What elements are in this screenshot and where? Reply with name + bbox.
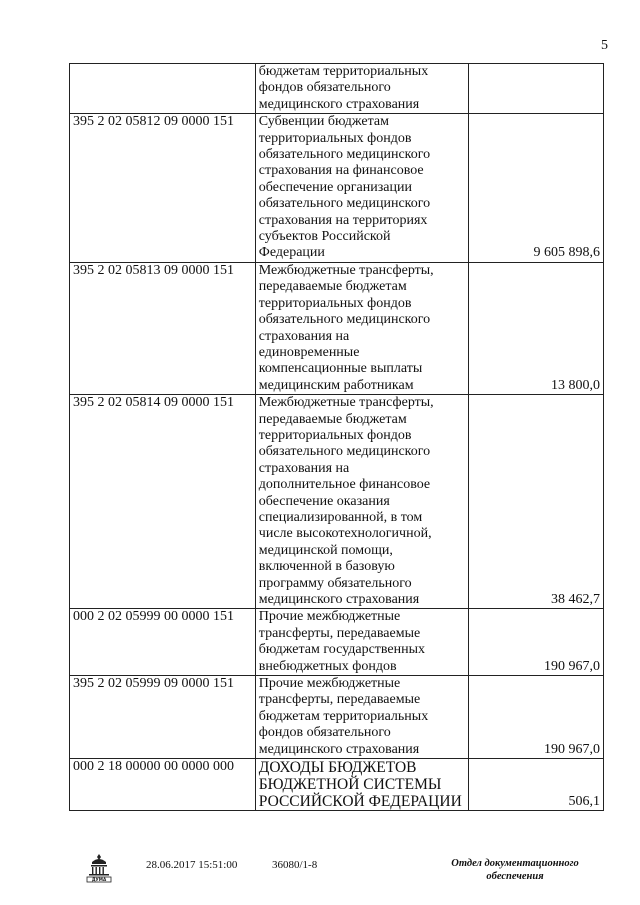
income-name-line: программу обязательного: [258, 575, 412, 591]
income-name-line: обязательного медицинского: [258, 147, 431, 163]
income-name-line: страхования на: [258, 328, 350, 344]
budget-code-cell: 395 2 02 05814 09 0000 151: [70, 395, 256, 609]
income-name-line: территориальных фондов: [258, 130, 412, 146]
income-name-line: Прочие межбюджетные: [258, 676, 401, 692]
income-name-line: числе высокотехнологичной,: [258, 526, 432, 542]
income-name-cell: [255, 759, 468, 811]
income-name-line: обеспечение организации: [258, 179, 412, 195]
income-name-line: передаваемые бюджетам: [258, 411, 407, 427]
amount-cell: 13 800,0: [468, 262, 603, 394]
amount-cell: 9 605 898,6: [468, 114, 603, 263]
income-name-line: бюджетам территориальных: [258, 708, 429, 724]
income-name-line: включенной в базовую: [258, 559, 395, 575]
budget-code-cell: 395 2 02 05999 09 0000 151: [70, 676, 256, 759]
income-name-line: бюджетам государственных: [258, 642, 426, 658]
budget-code-cell: 395 2 02 05812 09 0000 151: [70, 114, 256, 263]
income-name-line: медицинского страхования: [258, 592, 420, 607]
income-name-line: Федерации: [258, 245, 325, 261]
amount-cell: 190 967,0: [468, 609, 603, 676]
income-name-line: компенсационные выплаты: [258, 361, 423, 377]
budget-code-cell: 395 2 02 05813 09 0000 151: [70, 262, 256, 394]
logo-text: ДУМА: [91, 877, 107, 883]
income-name-line: БЮДЖЕТНОЙ СИСТЕМЫ: [258, 776, 442, 794]
budget-table: [69, 63, 604, 811]
table-row: [70, 64, 604, 114]
table-row: [70, 609, 604, 676]
budget-code-cell: [70, 64, 256, 114]
income-name-cell: [255, 609, 468, 676]
income-name-line: Субвенции бюджетам: [258, 114, 389, 130]
table-row: [70, 114, 604, 263]
income-name-line: медицинского страхования: [258, 741, 420, 757]
income-name-cell: [255, 64, 468, 114]
income-name-line: обеспечение оказания: [258, 493, 390, 509]
duma-logo-icon: [86, 853, 112, 883]
income-name-line: единовременные: [258, 344, 360, 360]
print-timestamp: 28.06.2017 15:51:00: [146, 859, 238, 871]
income-name-line: обязательного медицинского: [258, 196, 431, 212]
income-name-line: страхования на территориях: [258, 212, 428, 228]
income-name-line: страхования на финансовое: [258, 163, 424, 179]
department-stamp: [440, 857, 590, 883]
income-name-line: трансферты, передаваемые: [258, 692, 421, 708]
income-name-line: внебюджетных фондов: [258, 658, 397, 674]
income-name-line: РОССИЙСКОЙ ФЕДЕРАЦИИ: [258, 793, 462, 811]
income-name-cell: [255, 262, 468, 394]
table-row: [70, 759, 604, 811]
income-name-cell: [255, 395, 468, 609]
amount-cell: 190 967,0: [468, 676, 603, 759]
amount-cell: 38 462,7: [468, 395, 603, 609]
income-name-cell: [255, 676, 468, 759]
income-name-line: Межбюджетные трансферты,: [258, 395, 434, 411]
income-name-line: обязательного медицинского: [258, 312, 431, 328]
income-name-line: специализированной, в том: [258, 509, 423, 525]
budget-code-cell: 000 2 02 05999 00 0000 151: [70, 609, 256, 676]
income-name-line: медицинского страхования: [258, 96, 420, 112]
table-row: [70, 395, 604, 609]
budget-code-cell: 000 2 18 00000 00 0000 000: [70, 759, 256, 811]
department-line-2: обеспечения: [486, 871, 544, 882]
income-name-line: передаваемые бюджетам: [258, 279, 407, 295]
income-name-line: Прочие межбюджетные: [258, 609, 401, 625]
budget-table-body: [70, 64, 604, 811]
document-number: 36080/1-8: [272, 859, 318, 871]
income-name-line: медицинским работникам: [258, 377, 414, 393]
income-name-line: ДОХОДЫ БЮДЖЕТОВ: [258, 759, 417, 777]
income-name-line: территориальных фондов: [258, 427, 412, 443]
income-name-line: страхования на: [258, 460, 350, 476]
amount-cell: 506,1: [468, 759, 603, 811]
table-row: [70, 676, 604, 759]
income-name-line: Межбюджетные трансферты,: [258, 262, 434, 278]
income-name-cell: [255, 114, 468, 263]
income-name-line: бюджетам территориальных: [258, 64, 429, 79]
income-name-line: трансферты, передаваемые: [258, 625, 421, 641]
income-name-line: медицинской помощи,: [258, 542, 393, 558]
page-number: 5: [601, 38, 608, 53]
income-name-line: обязательного медицинского: [258, 444, 431, 460]
table-row: [70, 262, 604, 394]
income-name-line: субъектов Российской: [258, 229, 391, 245]
income-name-line: фондов обязательного: [258, 725, 391, 741]
page-footer: [0, 853, 640, 893]
income-name-line: дополнительное финансовое: [258, 477, 431, 493]
amount-cell: [468, 64, 603, 114]
department-line-1: Отдел документационного: [451, 858, 579, 869]
income-name-line: фондов обязательного: [258, 80, 391, 96]
income-name-line: территориальных фондов: [258, 295, 412, 311]
